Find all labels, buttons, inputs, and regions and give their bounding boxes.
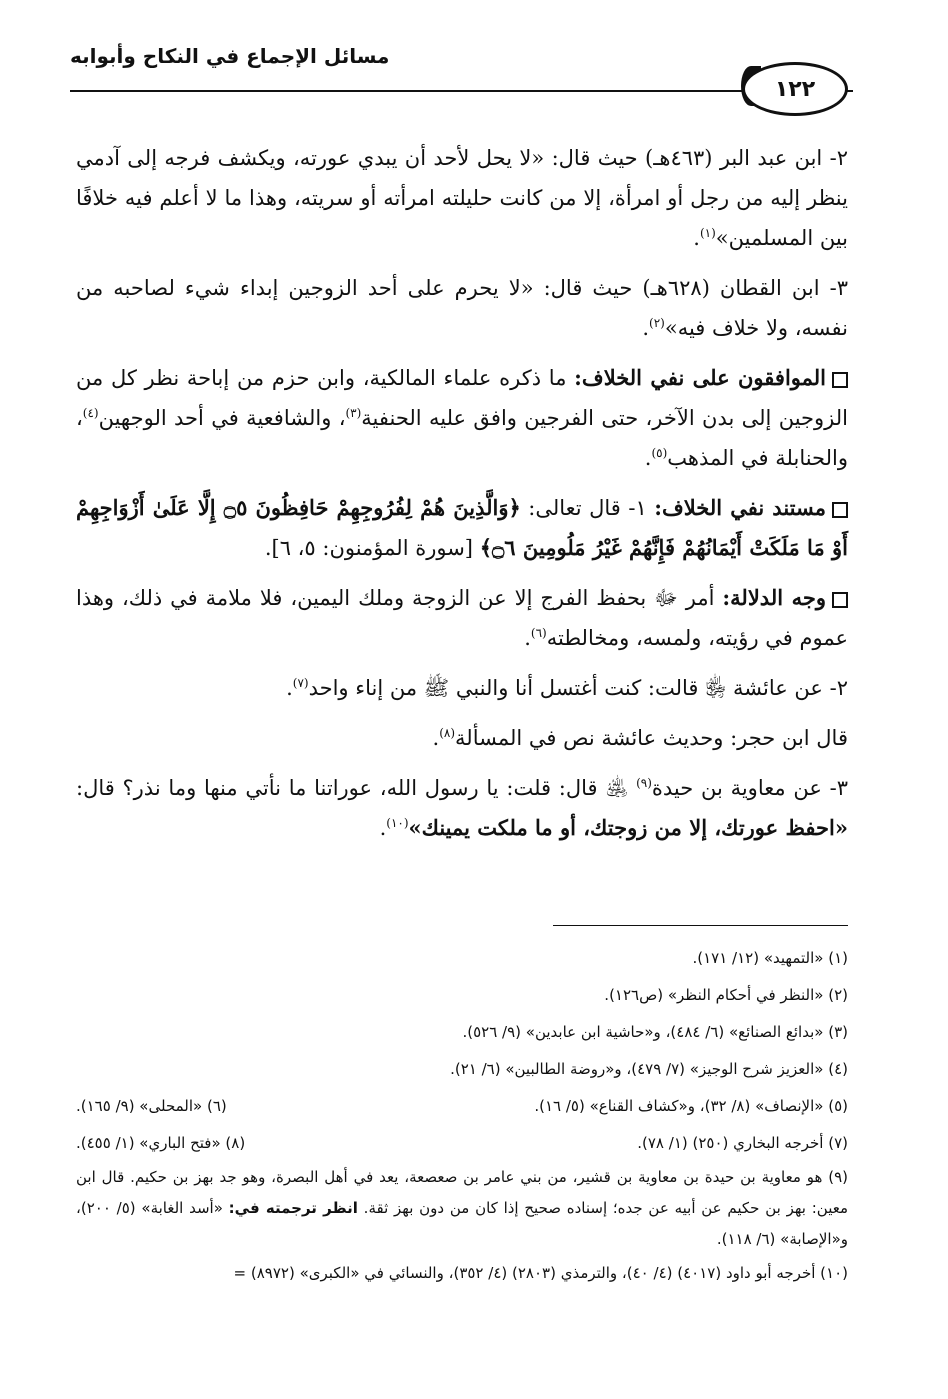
footnote-row: [76, 1125, 848, 1162]
footnote-ref: (٤): [82, 406, 99, 420]
section-heading: مستند نفي الخلاف:: [654, 495, 826, 520]
footnote-ref: (٩): [636, 776, 652, 790]
paragraph-muawiya-hadith: ٣- عن معاوية بن حيدة$^{(٩)}$ ﵁ قال: قلت: يا رسول الله، عوراتنا ما نأتي منها وما نذر؟ قال: «احفظ عورتك، إلا من زوجتك، أو ما ملكت يمينك»$^{(١٠)}$.: [76, 776, 849, 840]
page-number-badge: [742, 62, 848, 116]
footnote-ref: (٦): [530, 626, 547, 640]
quran-verse: ﴿وَالَّذِينَ هُمْ لِفُرُوجِهِمْ حَافِظُونَ ۝٥ إِلَّا عَلَىٰ أَزْوَاجِهِمْ أَوْ مَا مَلَكَتْ أَيْمَانُهُمْ فَإِنَّهُمْ غَيْرُ مَلُومِينَ ۝٦﴾: [76, 495, 848, 560]
footnote-6: (٦) «المحلى» (٩/ ١٦٥).: [76, 1097, 227, 1115]
footnote-ref: (٥): [651, 446, 668, 460]
footnote-1: (١) «التمهيد» (١٢/ ١٧١).: [692, 949, 848, 967]
paragraph-ibn-al-qattan: ٣- ابن القطان (٦٢٨هـ) حيث قال: «لا يحرم على أحد الزوجين إبداء شيء لصاحبه من نفسه، ولا خلاف فيه»$^{(٢)}$.: [76, 276, 848, 340]
footnote-10: (١٠) أخرجه أبو داود (٤٠١٧) (٤/ ٤٠)، والترمذي (٢٨٠٣) (٤/ ٣٥٢)، والنسائي في «الكبرى» (٨٩٧٢) =: [233, 1264, 848, 1282]
header-rule: [70, 90, 853, 92]
hadith-quote: «احفظ عورتك، إلا من زوجتك، أو ما ملكت يمينك»: [408, 815, 848, 840]
paragraph-ibn-abd-al-barr: ٢- ابن عبد البر (٤٦٣هـ) حيث قال: «لا يحل لأحد أن يبدي عورته، ويكشف فرجه إلى آدمي ينظر إليه من رجل أو امرأة، إلا من كانت حليلته امرأته أو سريته، وهذا ما لا أعلم فيه خلافًا بين المسلمين»$^{(١)}$.: [76, 146, 848, 250]
footnote-ref: (٧): [292, 676, 309, 690]
footnote-8: (٨) «فتح الباري» (١/ ٤٥٥).: [76, 1134, 246, 1152]
paragraph-agreeing-scholars: الموافقون على نفي الخلاف: ما ذكره علماء المالكية، وابن حزم من إباحة نظر كل من الزوجين إلى بدن الآخر، حتى الفرجين وافق عليه الحنفية$^{(٣)}$، والشافعية في أحد الوجهين$^{(٤)}$، والحنابلة في المذهب$^{(٥)}$.: [76, 365, 848, 470]
footnote-row: [76, 1088, 848, 1125]
footnote-9: (٩) هو معاوية بن حيدة بن معاوية بن قشير، من بني عامر بن صعصعة، يعد في أهل البصرة، وهو جد بهز بن حكيم. قال ابن معين: بهز بن حكيم عن أبيه عن جده؛ إسناده صحيح إذا كان من دون بهز ثقة. انظر ترجمته في: «أسد الغابة» (٥/ ٢٠٠)، و«الإصابة» (٦/ ١١٨).: [76, 1168, 848, 1248]
quran-reference: [سورة المؤمنون: ٥، ٦].: [264, 536, 473, 560]
footnote-ref: (٣): [345, 406, 362, 420]
footnote-7: (٧) أخرجه البخاري (٢٥٠) (١/ ٧٨).: [637, 1134, 848, 1152]
footnote-2: (٢) «النظر في أحكام النظر» (ص١٢٦).: [604, 986, 848, 1004]
footnote-5: (٥) «الإنصاف» (٨/ ٣٢)، و«كشاف القناع» (٥/ ١٦).: [534, 1097, 848, 1115]
footnote-ref: (٨): [439, 726, 456, 740]
square-bullet-icon: [832, 372, 848, 388]
footnote-separator: [553, 925, 848, 926]
section-heading: وجه الدلالة:: [722, 585, 826, 610]
paragraph-basis-of-consensus: مستند نفي الخلاف: ١- قال تعالى: ﴿وَالَّذِينَ هُمْ لِفُرُوجِهِمْ حَافِظُونَ ۝٥ إِلَّا عَلَىٰ أَزْوَاجِهِمْ أَوْ مَا مَلَكَتْ أَيْمَانُهُمْ فَإِنَّهُمْ غَيْرُ مَلُومِينَ ۝٦﴾ [سورة المؤمنون: ٥، ٦].: [76, 495, 848, 560]
section-heading: الموافقون على نفي الخلاف:: [574, 365, 826, 390]
paragraph-aisha-hadith: ٢- عن عائشة ﵂ قالت: كنت أغتسل أنا والنبي ﷺ من إناء واحد$^{(٧)}$.: [286, 676, 848, 700]
footnotes: [76, 940, 848, 1292]
footnote-ref: (١): [699, 226, 716, 240]
paragraph-evidence-aspect: وجه الدلالة: أمر ﷻ بحفظ الفرج إلا عن الزوجة وملك اليمين، فلا ملامة في ذلك، وهذا عموم في رؤيته، ولمسه، ومخالطته$^{(٦)}$.: [76, 585, 848, 650]
square-bullet-icon: [832, 592, 848, 608]
running-header-title: مسائل الإجماع في النكاح وأبوابه: [70, 44, 390, 68]
footnote-4: (٤) «العزيز شرح الوجيز» (٧/ ٤٧٩)، و«روضة الطالبين» (٦/ ٢١).: [450, 1060, 848, 1078]
footnote-3: (٣) «بدائع الصنائع» (٦/ ٤٨٤)، و«حاشية ابن عابدين» (٩/ ٥٢٦).: [462, 1023, 848, 1041]
footnote-ref: (١٠): [386, 816, 409, 830]
main-text: [76, 138, 848, 858]
footnote-ref: (٢): [649, 316, 665, 330]
square-bullet-icon: [832, 502, 848, 518]
page-number: ١٢٢: [774, 76, 816, 102]
paragraph-ibn-hajar: قال ابن حجر: وحديث عائشة نص في المسألة$^{(٨)}$.: [432, 726, 848, 750]
